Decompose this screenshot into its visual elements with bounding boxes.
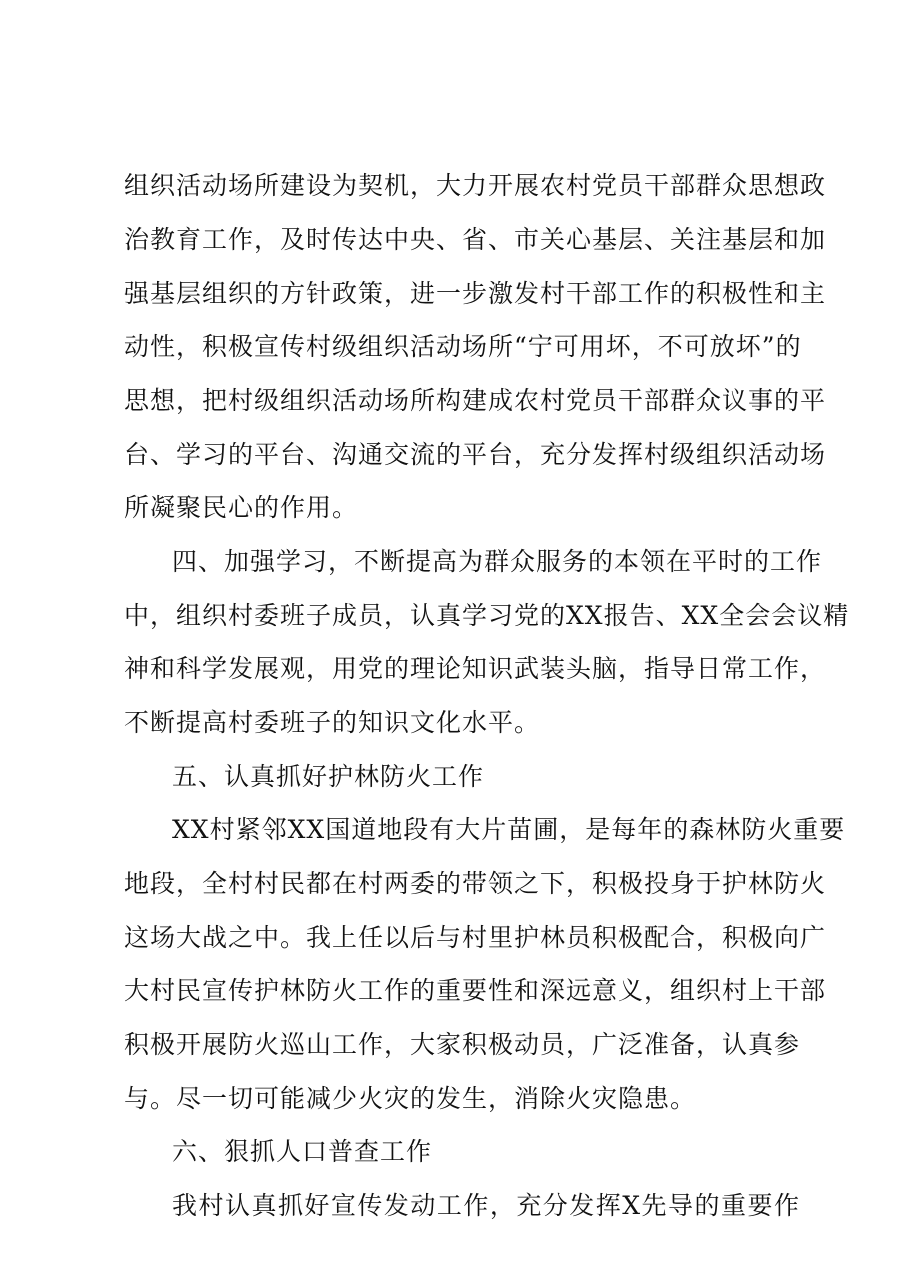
paragraph-line: 大村民宣传护林防火工作的重要性和深远意义，组织村上干部 — [124, 976, 827, 1005]
paragraph-line: 强基层组织的方针政策，进一步激发村干部工作的积极性和主 — [124, 279, 827, 308]
paragraph-line: XX村紧邻XX国道地段有大片苗圃，是每年的森林防火重要 — [172, 815, 846, 844]
paragraph-line: 积极开展防火巡山工作，大家积极动员，广泛准备，认真参 — [124, 1030, 801, 1059]
section-heading: 五、认真抓好护林防火工作 — [172, 762, 485, 791]
paragraph-line: 思想，把村级组织活动场所构建成农村党员干部群众议事的平 — [124, 386, 827, 415]
paragraph-line: 动性，积极宣传村级组织活动场所“宁可用坏，不可放坏”的 — [124, 332, 802, 361]
paragraph-line: 治教育工作，及时传达中央、省、市关心基层、关注基层和加 — [124, 225, 827, 254]
paragraph-line: 我村认真抓好宣传发动工作，充分发挥X先导的重要作 — [172, 1191, 800, 1220]
paragraph-line: 神和科学发展观，用党的理论知识武装头脑，指导日常工作， — [124, 654, 827, 683]
paragraph-line: 与。尽一切可能减少火灾的发生，消除火灾隐患。 — [124, 1084, 697, 1113]
paragraph-line: 中，组织村委班子成员，认真学习党的XX报告、XX全会会议精 — [124, 601, 850, 630]
paragraph-line: 台、学习的平台、沟通交流的平台，充分发挥村级组织活动场 — [124, 440, 827, 469]
section-heading-line: 四、加强学习，不断提高为群众服务的本领在平时的工作 — [172, 547, 823, 576]
paragraph-line: 地段，全村村民都在村两委的带领之下，积极投身于护林防火 — [124, 869, 827, 898]
paragraph-line: 不断提高村委班子的知识文化水平。 — [124, 708, 541, 737]
paragraph-line: 组织活动场所建设为契机，大力开展农村党员干部群众思想政 — [124, 171, 827, 200]
paragraph-line: 所凝聚民心的作用。 — [124, 493, 359, 522]
paragraph-line: 这场大战之中。我上任以后与村里护林员积极配合，积极向广 — [124, 923, 827, 952]
section-heading: 六、狠抓人口普查工作 — [172, 1137, 433, 1166]
